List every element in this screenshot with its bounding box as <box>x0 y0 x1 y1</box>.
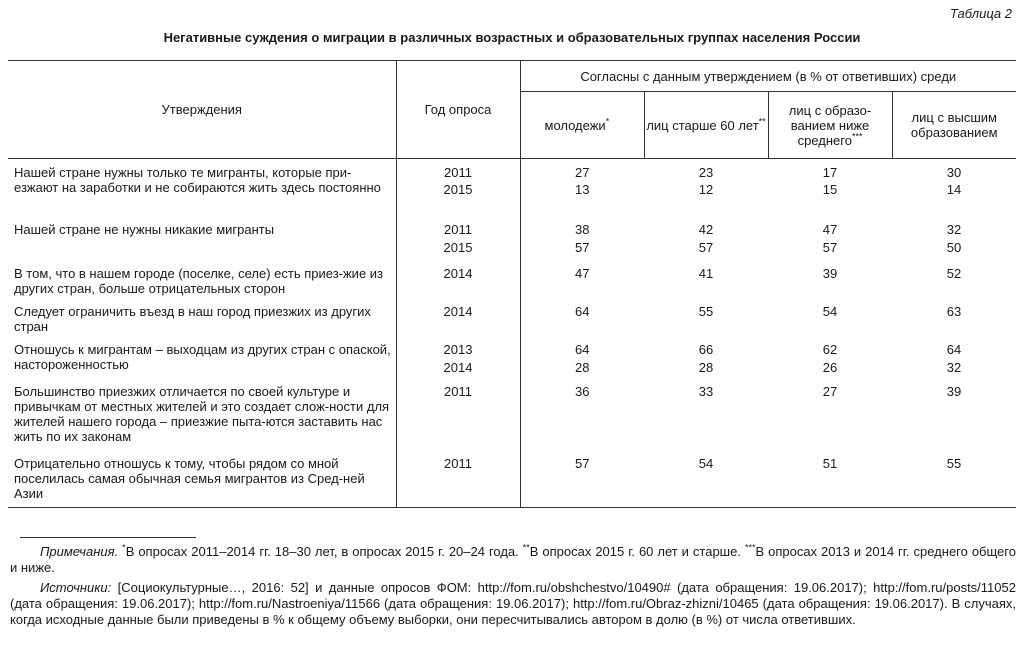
over60-value: 12 <box>698 182 714 197</box>
statement-cell: Большинство приезжих отличается по своей культуре и привычкам от местных жителей и это создает слож-ности для жителей нашего города – приезжие пыта-ются заставить нас жить по их законам <box>8 381 396 453</box>
statement-cell: Нашей стране не нужны никакие мигранты <box>8 219 396 263</box>
over60-value: 55 <box>698 304 714 319</box>
youth-value: 38 <box>575 222 590 237</box>
higher-ed-value: 55 <box>892 453 1016 507</box>
statement-cell: Отношусь к мигрантам – выходцам из других стран с опаской, настороженностью <box>8 339 396 381</box>
year-cell: 2014 <box>396 301 520 339</box>
sources-text: [Социокультурные…, 2016: 52] и данные опросов ФОМ: http://fom.ru/obshchestvo/10490# (дата обращения: 19.06.2017); http://fom.ru/posts/11052 (дата обращения: 19.06.2017); http://fom.ru/Nastroeniya/11566 (дата обращения: 19.06.2017); http://fom.ru/Obraz-zhizni/10465 (дата обращения: 19.06.2017). В случаях, когда исходные данные были приведены в % к общему объему выборки, они пересчитывались автором в долю (в %) от числа ответивших. <box>10 580 1016 627</box>
youth-value: 28 <box>575 360 590 375</box>
data-table <box>8 60 1016 508</box>
youth-value: 64 <box>575 342 590 357</box>
table-row <box>8 219 1016 239</box>
statement-cell: Нашей стране нужны только те мигранты, которые при-езжают на заработки и не собираются жить здесь постоянно <box>8 159 396 220</box>
below-secondary-value: 62 <box>822 342 838 357</box>
below-secondary-value: 26 <box>822 360 838 375</box>
year-cell: 2011 <box>396 453 520 507</box>
table-row <box>8 381 1016 453</box>
higher-ed-value: 32 <box>946 222 962 237</box>
youth-value: 47 <box>575 266 590 281</box>
higher-ed-value: 52 <box>946 266 962 281</box>
table-row <box>8 159 1016 182</box>
youth-value: 64 <box>575 304 590 319</box>
below-secondary-value: 51 <box>768 453 892 507</box>
year-cell: 2011 <box>396 219 520 239</box>
higher-ed-value: 14 <box>946 182 962 197</box>
year-cell: 2014 <box>396 263 520 301</box>
table-number-label: Таблица 2 <box>949 6 1012 21</box>
over60-value: 42 <box>698 222 714 237</box>
table-row <box>8 453 1016 507</box>
over60-value: 66 <box>698 342 714 357</box>
header-below-secondary: лиц с образо-ванием ниже среднего*** <box>768 92 892 159</box>
youth-value: 57 <box>520 453 644 507</box>
statement-cell: В том, что в нашем городе (поселке, селе) есть приез-жие из других стран, больше отрицательных сторон <box>8 263 396 301</box>
below-secondary-value: 47 <box>822 222 838 237</box>
header-year: Год опроса <box>396 61 520 159</box>
sources-label: Источники: <box>40 580 112 595</box>
notes-label: Примечания. <box>40 544 119 559</box>
year-cell: 2011 <box>396 159 520 182</box>
below-secondary-value: 15 <box>822 182 838 197</box>
table-row <box>8 339 1016 359</box>
statement-cell: Следует ограничить въезд в наш город приезжих из других стран <box>8 301 396 339</box>
year-cell: 2014 <box>396 359 520 381</box>
over60-value: 28 <box>698 360 714 375</box>
higher-ed-value: 63 <box>946 304 962 319</box>
youth-value: 13 <box>575 182 590 197</box>
header-statement: Утверждения <box>8 61 396 159</box>
higher-ed-value: 39 <box>946 384 962 399</box>
below-secondary-value: 27 <box>822 384 838 399</box>
higher-ed-value: 32 <box>946 360 962 375</box>
below-secondary-value: 54 <box>822 304 838 319</box>
youth-value: 27 <box>575 165 590 180</box>
header-group: Согласны с данным утверждением (в % от ответивших) среди <box>580 68 957 84</box>
below-secondary-value: 17 <box>822 165 838 180</box>
header-youth: молодежи* <box>520 92 644 159</box>
year-cell: 2011 <box>396 381 520 453</box>
footnote-divider <box>20 537 196 538</box>
header-higher-education: лиц с высшим образованием <box>892 92 1016 159</box>
higher-ed-value: 50 <box>946 240 962 255</box>
table-row <box>8 263 1016 301</box>
over60-value: 57 <box>698 240 714 255</box>
year-cell: 2015 <box>396 181 520 219</box>
higher-ed-value: 30 <box>946 165 962 180</box>
over60-value: 54 <box>644 453 768 507</box>
higher-ed-value: 64 <box>946 342 962 357</box>
table-row <box>8 301 1016 339</box>
below-secondary-value: 39 <box>822 266 838 281</box>
youth-value: 57 <box>575 240 590 255</box>
youth-value: 36 <box>575 384 590 399</box>
year-cell: 2013 <box>396 339 520 359</box>
table-title: Негативные суждения о миграции в различных возрастных и образовательных группах населения России <box>163 30 861 45</box>
year-cell: 2015 <box>396 239 520 263</box>
header-over60: лиц старше 60 лет** <box>644 92 768 159</box>
notes-block <box>10 544 1016 632</box>
below-secondary-value: 57 <box>822 240 838 255</box>
statement-cell: Отрицательно отношусь к тому, чтобы рядом со мной поселилась самая обычная семья мигрантов из Сред-ней Азии <box>8 453 396 507</box>
notes-paragraph: Примечания. *В опросах 2011–2014 гг. 18–30 лет, в опросах 2015 г. 20–24 года. **В опросах 2015 г. 60 лет и старше. ***В опросах 2013 и 2014 гг. среднего общего и ниже. <box>10 542 1016 575</box>
over60-value: 41 <box>698 266 714 281</box>
sources-paragraph <box>10 580 1016 628</box>
over60-value: 33 <box>698 384 714 399</box>
over60-value: 23 <box>698 165 714 180</box>
